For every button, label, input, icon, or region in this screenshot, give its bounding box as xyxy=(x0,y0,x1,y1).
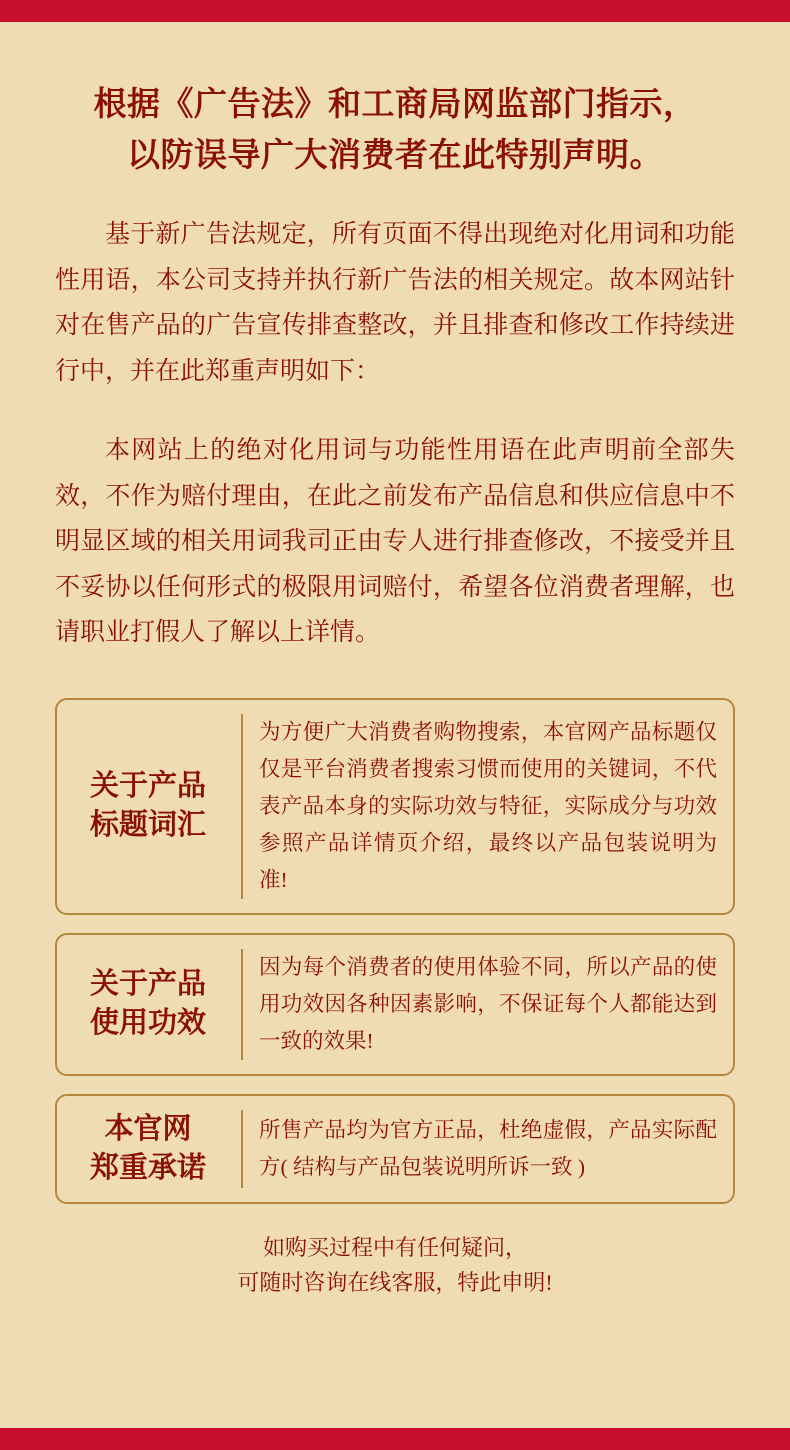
page-title-line-1: 根据《广告法》和工商局网监部门指示， xyxy=(93,87,697,123)
bottom-red-bar xyxy=(0,1428,790,1450)
page-title-line-2: 以防误导广大消费者在此特别声明。 xyxy=(127,138,663,175)
notice-card-title xyxy=(67,714,243,899)
notice-card-product-title xyxy=(55,698,735,915)
notice-card-body: 因为每个消费者的使用体验不同，所以产品的使用功效因各种因素影响，不保证每个人都能达到一致的效果! xyxy=(259,954,717,1053)
notice-card-title-line-2: 郑重承诺 xyxy=(89,1151,206,1184)
notice-card-title-line-2: 标题词汇 xyxy=(89,809,206,842)
notice-card-body: 所售产品均为官方正品，杜绝虚假，产品实际配方( 结构与产品包装说明所诉一致 ) xyxy=(259,1117,717,1179)
notice-card-title-line-1: 本官网 xyxy=(104,1112,192,1145)
paragraph-first: 基于新广告法规定，所有页面不得出现绝对化用词和功能性用语，本公司支持并执行新广告法的相关规定。故本网站针对在售产品的广告宣传排查整改，并且排查和修改工作持续进行中，并在此郑重声明如下： xyxy=(55,221,735,385)
footer-note xyxy=(55,1230,735,1300)
notice-card-list xyxy=(55,698,735,1204)
notice-card-product-effect xyxy=(55,933,735,1076)
paragraph-second: 本网站上的绝对化用词与功能性用语在此声明前全部失效，不作为赔付理由，在此之前发布产品信息和供应信息中不明显区域的相关用词我司正由专人进行排查修改，不接受并且不妥协以任何形式的极限用词赔付，希望各位消费者理解，也请职业打假人了解以上详情。 xyxy=(55,437,735,647)
footer-note-line-1: 如购买过程中有任何疑问， xyxy=(262,1234,527,1260)
notice-card-title xyxy=(67,949,243,1060)
notice-card-body: 为方便广大消费者购物搜索，本官网产品标题仅仅是平台消费者搜索习惯而使用的关键词，不代表产品本身的实际功效与特征，实际成分与功效参照产品详情页介绍，最终以产品包装说明为准! xyxy=(259,719,717,892)
footer-note-line-2: 可随时咨询在线客服，特此申明! xyxy=(237,1270,553,1295)
notice-card-title-line-1: 关于产品 xyxy=(89,770,206,803)
page-title xyxy=(55,22,735,182)
statement-panel xyxy=(0,22,790,1428)
notice-card-title-line-1: 关于产品 xyxy=(89,967,206,1000)
notice-card-official-promise xyxy=(55,1094,735,1204)
notice-card-title xyxy=(67,1110,243,1188)
notice-card-title-line-2: 使用功效 xyxy=(89,1007,206,1040)
top-red-bar xyxy=(0,0,790,22)
